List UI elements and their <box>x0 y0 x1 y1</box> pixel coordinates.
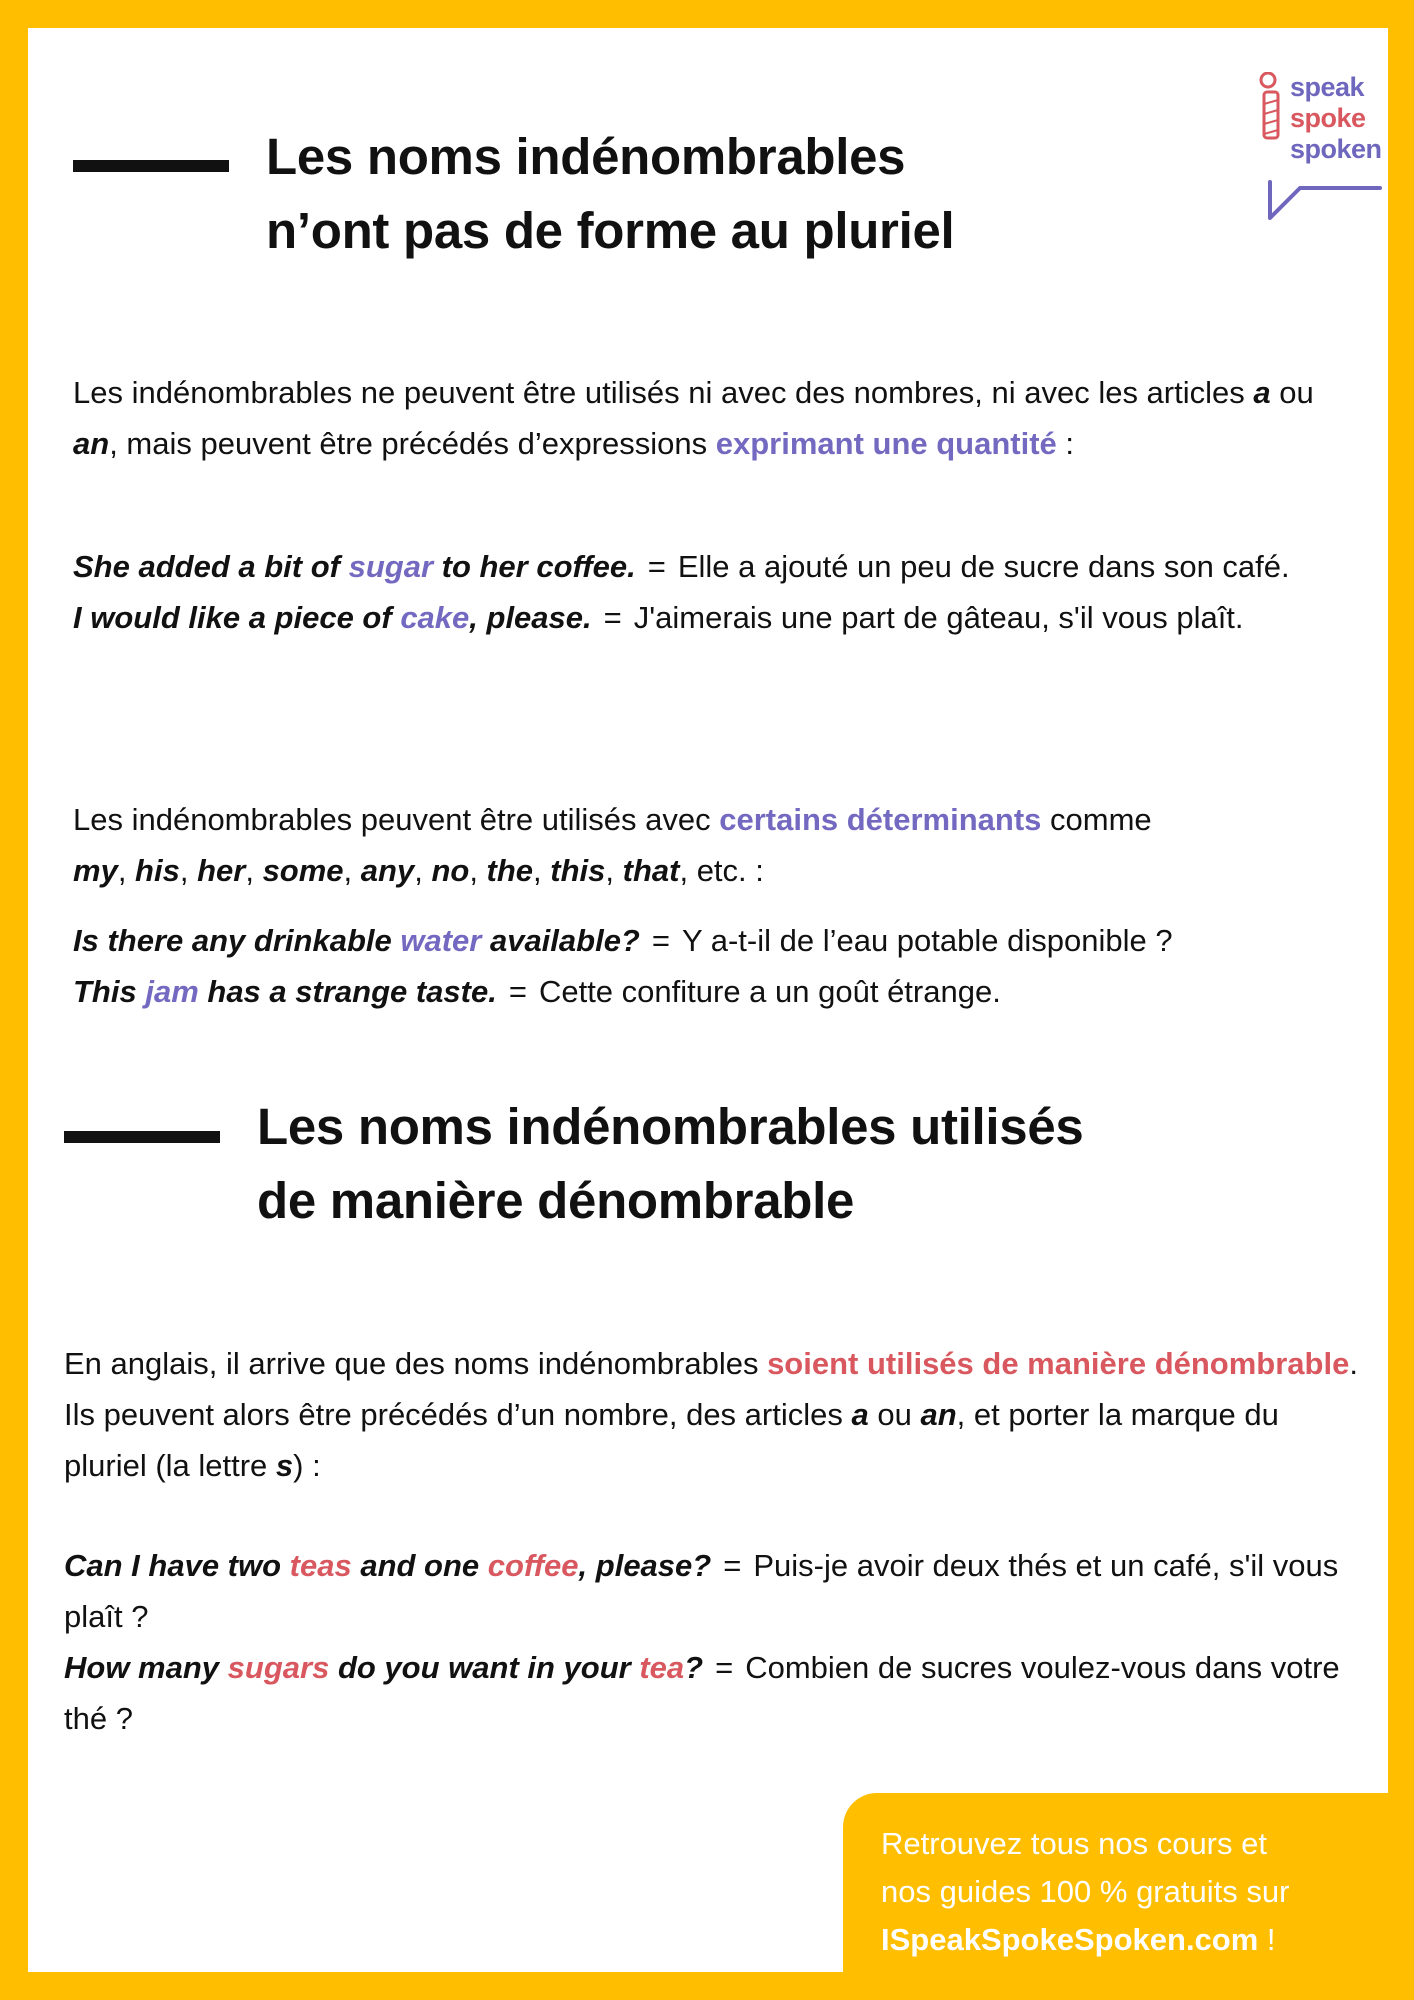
brand-logo[interactable] <box>1258 72 1388 222</box>
i-pin-icon <box>1258 72 1284 142</box>
example-french: Puis-je avoir deux thés et un café, s'il vous plaît ? <box>64 1548 1339 1634</box>
article-term: an <box>73 426 110 461</box>
text-run: ) : <box>293 1448 321 1483</box>
example-english: , please? <box>578 1548 712 1583</box>
example-english: This <box>73 974 146 1009</box>
example-keyword: jam <box>145 974 199 1009</box>
highlight-text: exprimant une quantité <box>715 426 1057 461</box>
text-run: comme <box>1041 802 1152 837</box>
separator: , <box>414 853 432 888</box>
paragraph <box>64 1338 1364 1491</box>
section-title-line: Les noms indénombrables utilisés <box>257 1098 1084 1155</box>
logo-word-spoken: spoken <box>1290 134 1382 164</box>
logo-word-spoke: spoke <box>1290 103 1366 133</box>
determiner-term: the <box>486 853 534 888</box>
example-english: available? <box>481 923 640 958</box>
example-keyword: water <box>400 923 482 958</box>
highlight-text: soient utilisés de manière dénombrable <box>767 1346 1350 1381</box>
cta-line: nos guides 100 % gratuits sur <box>881 1874 1290 1909</box>
logo-word-speak: speak <box>1290 72 1365 102</box>
equals-sign: = <box>647 549 666 584</box>
separator: , <box>245 853 263 888</box>
section-title-line: de manière dénombrable <box>257 1172 855 1229</box>
separator: , <box>533 853 551 888</box>
example-english: has a strange taste. <box>198 974 497 1009</box>
example-french: Elle a ajouté un peu de sucre dans son café. <box>677 549 1290 584</box>
determiner-term: this <box>550 853 606 888</box>
text-run: ou <box>1270 375 1314 410</box>
example-english: How many <box>64 1650 228 1685</box>
example-english: to her coffee. <box>433 549 636 584</box>
example-english: ? <box>684 1650 704 1685</box>
section-divider-bar <box>73 160 229 172</box>
text-run: ou <box>868 1397 921 1432</box>
example-french: J'aimerais une part de gâteau, s'il vous plaît. <box>633 600 1244 635</box>
text-run: Les indénombrables peuvent être utilisés avec <box>73 802 720 837</box>
speech-bubble-icon <box>1266 178 1384 220</box>
cta-text <box>881 1820 1289 1964</box>
equals-sign: = <box>508 974 527 1009</box>
example-english: , please. <box>469 600 592 635</box>
letter-term: s <box>275 1448 294 1483</box>
determiner-term: that <box>622 853 680 888</box>
separator: , <box>179 853 198 888</box>
text-run: : <box>1056 426 1075 461</box>
equals-sign: = <box>715 1650 734 1685</box>
example-keyword: sugar <box>348 549 434 584</box>
cta-box[interactable] <box>843 1793 1414 2000</box>
text-run: . Ils peuvent alors être précédés d’un nombre, des articles <box>64 1346 1358 1432</box>
text-run: En anglais, il arrive que des noms indénombrables <box>64 1346 768 1381</box>
example-block <box>64 1540 1364 1744</box>
website-link[interactable]: ISpeakSpokeSpoken.com <box>881 1922 1259 1957</box>
paragraph <box>73 367 1363 469</box>
content-page <box>28 28 1388 1972</box>
determiner-term: her <box>197 853 246 888</box>
example-french: Y a-t-il de l’eau potable disponible ? <box>681 923 1173 958</box>
text-run: , etc. : <box>679 853 764 888</box>
example-english: She added a bit of <box>73 549 349 584</box>
example-english: do you want in your <box>329 1650 640 1685</box>
text-run: , mais peuvent être précédés d’expressions <box>109 426 716 461</box>
example-keyword: teas <box>289 1548 352 1583</box>
cta-end: ! <box>1258 1922 1276 1957</box>
example-block <box>73 541 1373 643</box>
example-keyword: coffee <box>487 1548 579 1583</box>
equals-sign: = <box>603 600 622 635</box>
separator: , <box>343 853 361 888</box>
separator: , <box>117 853 136 888</box>
highlight-text: certains déterminants <box>719 802 1042 837</box>
separator: , <box>605 853 623 888</box>
example-french: Cette confiture a un goût étrange. <box>538 974 1001 1009</box>
determiner-term: any <box>360 853 415 888</box>
paragraph <box>73 794 1363 896</box>
cta-line: Retrouvez tous nos cours et <box>881 1826 1267 1861</box>
equals-sign: = <box>651 923 670 958</box>
example-english: and one <box>351 1548 488 1583</box>
article-term: a <box>851 1397 869 1432</box>
example-french: Combien de sucres voulez-vous dans votre thé ? <box>64 1650 1340 1736</box>
text-run: Les indénombrables ne peuvent être utilisés ni avec des nombres, ni avec les articles <box>73 375 1254 410</box>
determiner-term: no <box>431 853 470 888</box>
determiner-term: some <box>262 853 344 888</box>
example-english: Can I have two <box>64 1548 290 1583</box>
determiner-term: his <box>135 853 180 888</box>
article-term: an <box>920 1397 957 1432</box>
section-title <box>257 1090 1083 1238</box>
section-title-line: n’ont pas de forme au pluriel <box>266 202 955 259</box>
example-keyword: sugars <box>227 1650 330 1685</box>
article-term: a <box>1253 375 1271 410</box>
example-english: I would like a piece of <box>73 600 401 635</box>
section-divider-bar <box>64 1131 220 1143</box>
equals-sign: = <box>723 1548 742 1583</box>
example-keyword: cake <box>400 600 470 635</box>
example-english: Is there any drinkable <box>73 923 401 958</box>
text-run: , et porter la marque du pluriel (la lettre <box>64 1397 1279 1483</box>
separator: , <box>469 853 487 888</box>
example-block <box>73 915 1373 1017</box>
section-title-line: Les noms indénombrables <box>266 128 906 185</box>
example-keyword: tea <box>639 1650 685 1685</box>
determiner-term: my <box>73 853 118 888</box>
section-title <box>266 120 954 268</box>
